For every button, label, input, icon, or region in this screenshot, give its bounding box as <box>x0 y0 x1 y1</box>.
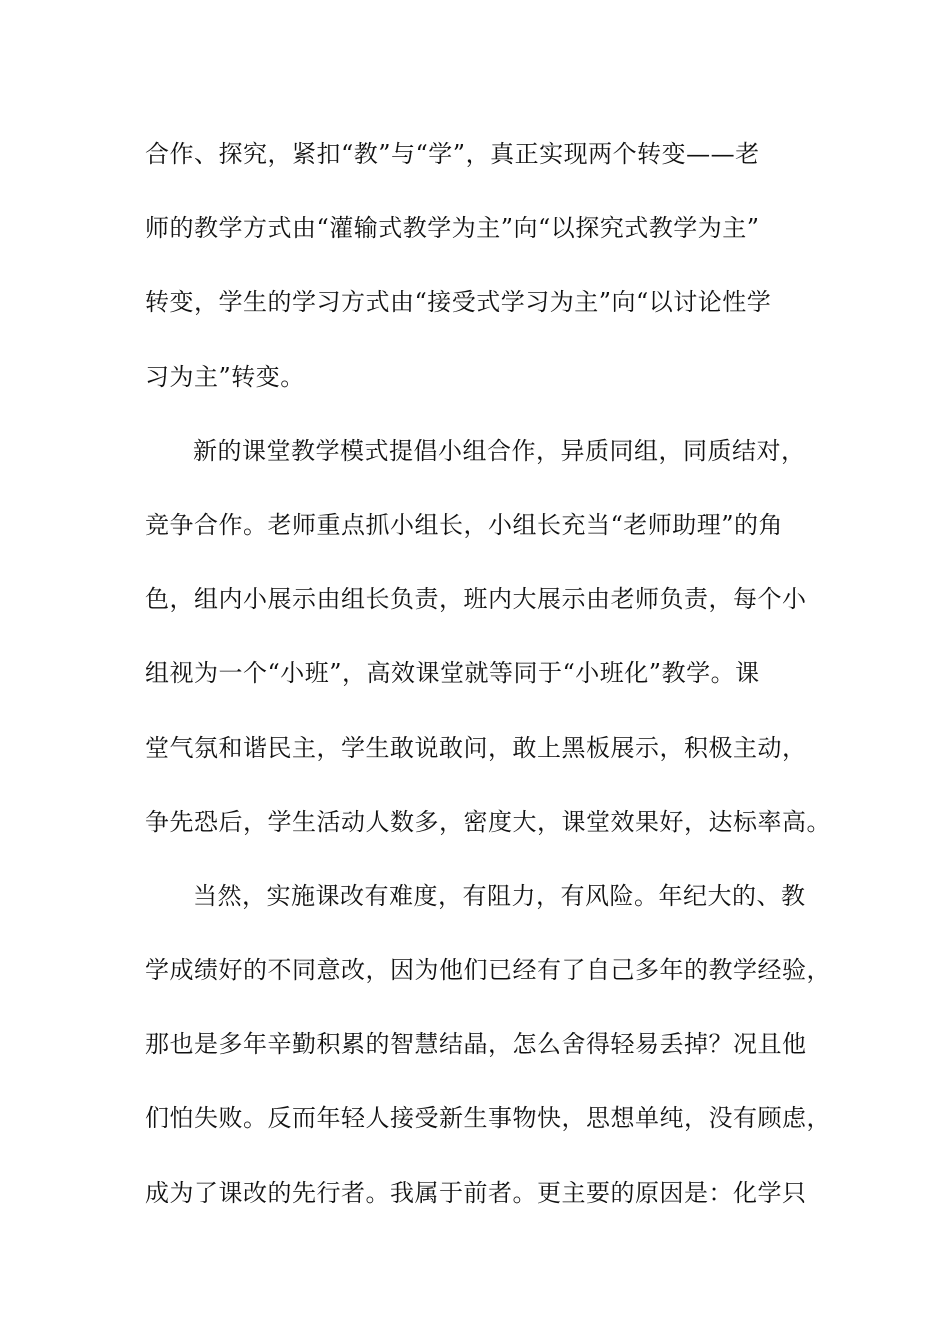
text-line: 成为了课改的先行者。我属于前者。更主要的原因是：化学只 <box>145 1178 807 1207</box>
text-line: 争先恐后，学生活动人数多，密度大，课堂效果好，达标率高。 <box>145 807 831 836</box>
text-line: 们怕失败。反而年轻人接受新生事物快，思想单纯，没有顾虑， <box>145 1104 831 1133</box>
text-line: 组视为一个“小班”，高效课堂就等同于“小班化”教学。课 <box>145 659 760 688</box>
text-line: 竞争合作。老师重点抓小组长，小组长充当“老师助理”的角 <box>145 510 784 539</box>
body-text <box>145 130 835 1243</box>
text-line: 合作、探究，紧扣“教”与“学”，真正实现两个转变——老 <box>145 140 760 168</box>
text-line: 师的教学方式由“灌输式教学为主”向“以探究式教学为主” <box>145 214 760 243</box>
text-line: 学成绩好的不同意改，因为他们已经有了自己多年的教学经验， <box>145 956 831 985</box>
text-line: 那也是多年辛勤积累的智慧结晶，怎么舍得轻易丢掉？况且他 <box>145 1030 807 1059</box>
text-line: 转变，学生的学习方式由“接受式学习为主”向“以讨论性学 <box>145 288 772 317</box>
paragraph-start-line: 当然，实施课改有难度，有阻力，有风险。年纪大的、教 <box>193 881 806 910</box>
text-line: 习为主”转变。 <box>145 362 305 391</box>
paragraph-start-line: 新的课堂教学模式提倡小组合作，异质同组，同质结对， <box>193 436 806 465</box>
text-line: 堂气氛和谐民主，学生敢说敢问，敢上黑板展示，积极主动， <box>145 733 807 762</box>
text-line: 色，组内小展示由组长负责，班内大展示由老师负责，每个小 <box>145 585 807 614</box>
